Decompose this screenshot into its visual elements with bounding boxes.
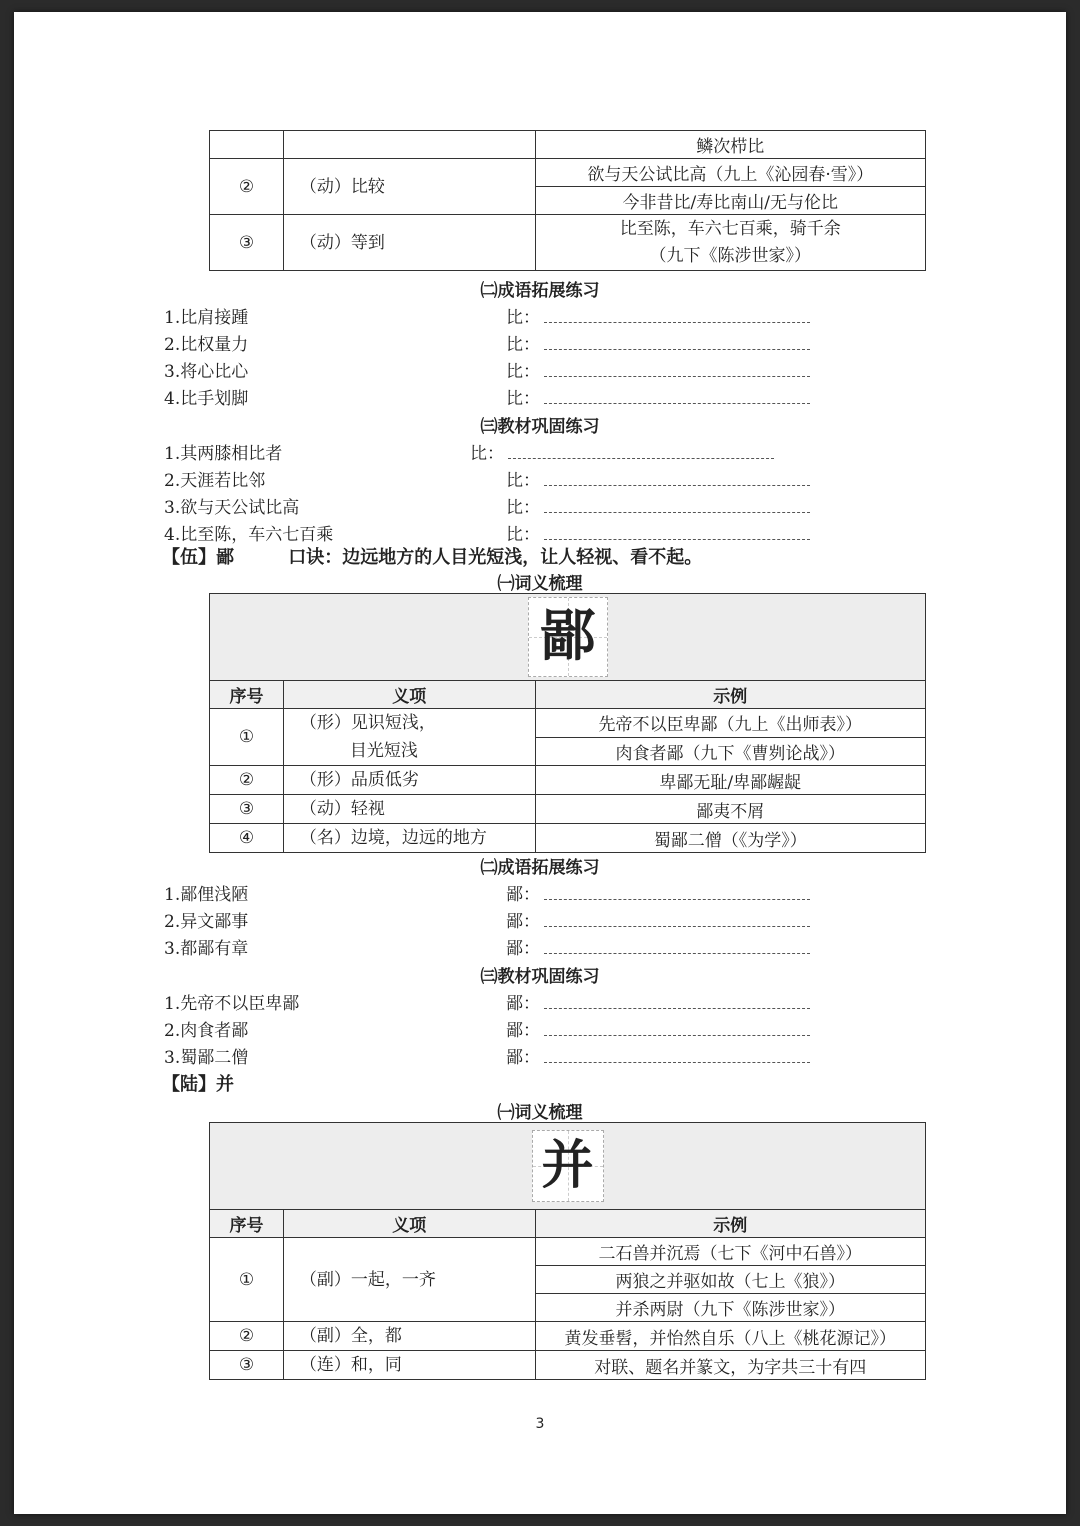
bi-text-title: ㈢教材巩固练习 [480,417,600,437]
exercise-item: 3.蜀鄙二僧 [164,1048,249,1068]
sense-line: 目光短浅 [349,741,418,761]
row-number: ④ [210,824,284,853]
row-number: ① [210,1238,284,1322]
example-cell [535,215,925,271]
answer-blank[interactable] [506,989,810,1014]
answer-label: 比： [470,444,504,464]
sense-cell: （形）品质低劣 [283,766,535,795]
answer-blank[interactable] [506,934,810,959]
sense-cell: （动）等到 [283,215,535,271]
example-line: 比至陈，车六七百乘，骑千余 [619,218,841,239]
col-header: 示例 [535,681,925,709]
example-cell: 卑鄙无耻/卑鄙龌龊 [535,766,925,795]
example-cell: 并杀两尉（九下《陈涉世家》） [535,1294,925,1322]
bi-meaning-table [209,130,926,271]
cell-empty [210,131,284,159]
row-number: ① [210,709,284,766]
bing-meaning-table [209,1122,926,1380]
answer-blank[interactable] [506,1043,810,1068]
cell-empty [283,131,535,159]
section-heading [162,1070,234,1096]
exercise-item: 3.将心比心 [164,362,249,382]
bi2-idiom-title: ㈡成语拓展练习 [480,858,600,878]
answer-blank[interactable] [506,357,810,382]
col-header: 义项 [283,681,535,709]
answer-label: 鄙： [506,1021,540,1041]
section-head: 【伍】鄙 [162,547,234,568]
exercise-item: 4.比至陈，车六七百乘 [164,525,334,545]
main-character: 鄙 [539,604,596,669]
bi-idiom-title: ㈡成语拓展练习 [480,281,600,301]
exercise-item: 4.比手划脚 [164,389,249,409]
row-number: ② [210,766,284,795]
sense-cell: （连）和，同 [283,1351,535,1380]
answer-blank[interactable] [506,384,810,409]
example-cell: 欲与天公试比高（九上《沁园春·雪》） [535,159,925,187]
answer-blank[interactable] [506,330,810,355]
answer-label: 鄙： [506,994,540,1014]
exercise-item: 2.异文鄙事 [164,912,249,932]
mnemonic: 口诀：边远地方的人目光短浅，让人轻视、看不起。 [288,547,703,568]
example-cell: 二石兽并沉焉（七下《河中石兽》） [535,1238,925,1266]
exercise-item: 3.都鄙有章 [164,939,249,959]
answer-blank[interactable] [506,880,810,905]
answer-blank[interactable] [506,493,810,518]
example-cell: 今非昔比/寿比南山/无与伦比 [535,187,925,215]
bi2-text-title: ㈢教材巩固练习 [480,967,600,987]
answer-blank[interactable] [506,907,810,932]
row-number: ② [210,159,284,215]
answer-label: 鄙： [506,912,540,932]
character-header [210,1123,926,1210]
answer-label: 鄙： [506,885,540,905]
col-header: 序号 [210,681,284,709]
example-cell: 两狼之并驱如故（七上《狼》） [535,1266,925,1294]
character-box [528,597,608,677]
exercise-item: 2.天涯若比邻 [164,471,266,491]
exercise-item: 1.鄙俚浅陋 [164,885,249,905]
exercise-item: 3.欲与天公试比高 [164,498,300,518]
sense-line: （形）见识短浅， [299,713,436,733]
exercise-item: 2.肉食者鄙 [164,1021,249,1041]
section-head: 【陆】并 [162,1074,234,1095]
exercise-item: 1.比肩接踵 [164,308,249,328]
sense-cell [283,709,535,766]
bi2-meaning-table [209,593,926,853]
section-heading [162,543,702,569]
row-number: ② [210,1322,284,1351]
answer-label: 鄙： [506,1048,540,1068]
answer-blank[interactable] [470,439,774,464]
exercise-item: 1.先帝不以臣卑鄙 [164,994,300,1014]
exercise-item: 2.比权量力 [164,335,249,355]
example-cell: 鄙夷不屑 [535,795,925,824]
answer-label: 比： [506,308,540,328]
answer-blank[interactable] [506,1016,810,1041]
sense-cell: （副）一起，一齐 [283,1238,535,1322]
answer-label: 比： [506,389,540,409]
example-cell: 肉食者鄙（九下《曹刿论战》） [535,737,925,766]
exercise-item: 1.其两膝相比者 [164,444,283,464]
character-header [210,594,926,681]
page-number: 3 [535,1416,545,1432]
answer-label: 比： [506,335,540,355]
answer-label: 比： [506,525,540,545]
example-cell: 对联、题名并篆文，为字共三十有四 [535,1351,925,1380]
sense-cell: （动）比较 [283,159,535,215]
bi2-meaning-title: ㈠词义梳理 [497,574,583,594]
example-cell: 黄发垂髫，并怡然自乐（八上《桃花源记》） [535,1322,925,1351]
answer-label: 比： [506,471,540,491]
sense-cell: （副）全，都 [283,1322,535,1351]
row-number: ③ [210,795,284,824]
row-number: ③ [210,1351,284,1380]
answer-blank[interactable] [506,520,810,545]
example-cell: 蜀鄙二僧（《为学》） [535,824,925,853]
answer-blank[interactable] [506,303,810,328]
answer-label: 比： [506,362,540,382]
answer-blank[interactable] [506,466,810,491]
bing-meaning-title: ㈠词义梳理 [497,1103,583,1123]
sense-cell: （名）边境，边远的地方 [283,824,535,853]
main-character: 并 [541,1136,594,1196]
row-number: ③ [210,215,284,271]
example-cell: 鳞次栉比 [535,131,925,159]
example-line: （九下《陈涉世家》） [649,245,812,266]
character-box [532,1130,604,1202]
answer-label: 鄙： [506,939,540,959]
sense-cell: （动）轻视 [283,795,535,824]
col-header: 序号 [210,1210,284,1238]
col-header: 示例 [535,1210,925,1238]
col-header: 义项 [283,1210,535,1238]
example-cell: 先帝不以臣卑鄙（九上《出师表》） [535,709,925,738]
answer-label: 比： [506,498,540,518]
